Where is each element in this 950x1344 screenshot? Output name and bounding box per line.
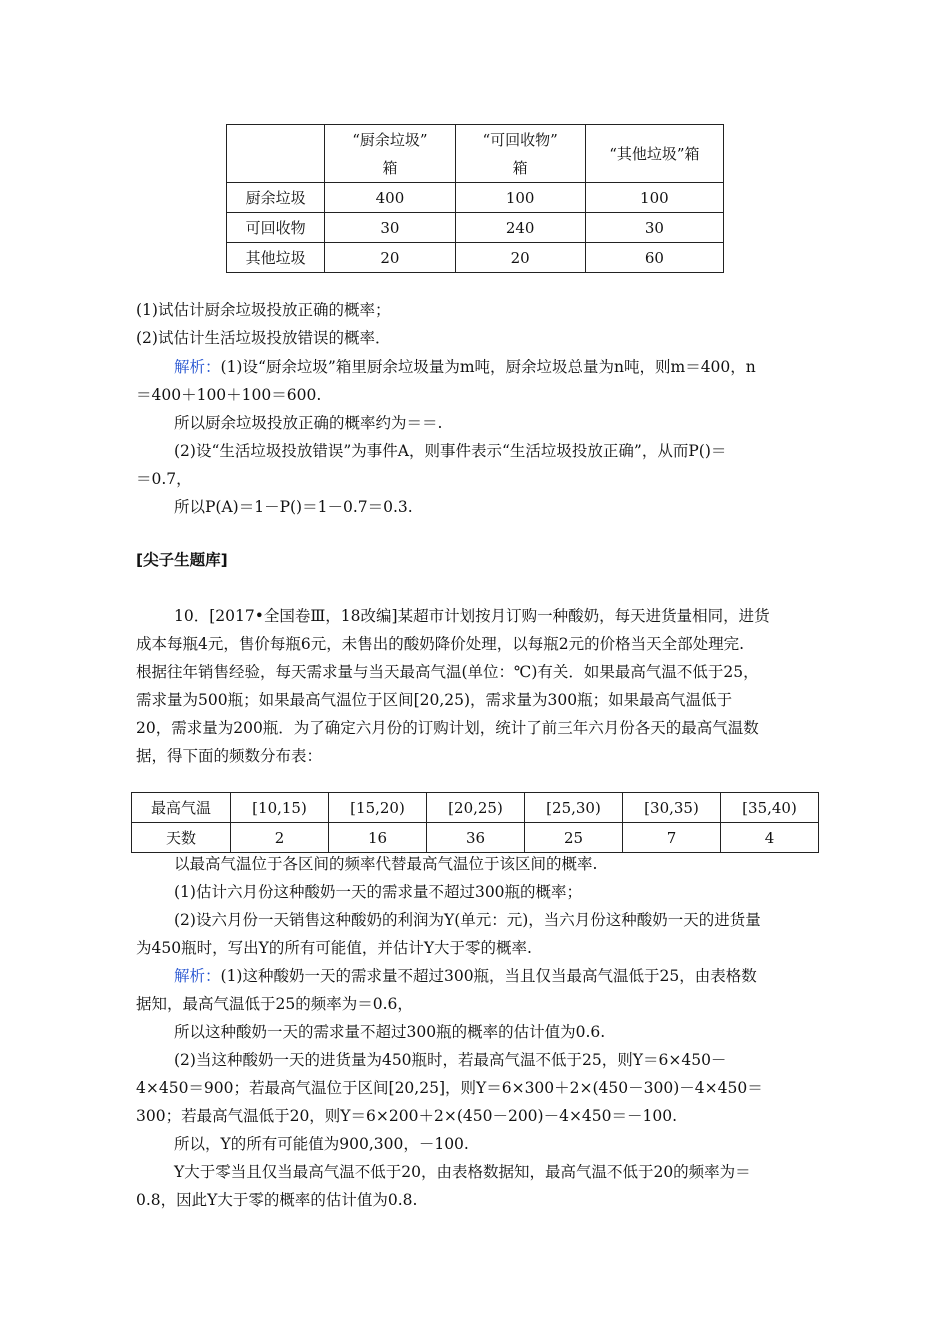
table-cell: 20 xyxy=(325,243,455,273)
solution-2-line: 据知，最高气温低于25的频率为＝0.6， xyxy=(136,995,413,1013)
table-row xyxy=(227,243,724,273)
table1-header-other: “其他垃圾”箱 xyxy=(585,125,723,183)
table-cell: 240 xyxy=(455,213,585,243)
table-cell: 25 xyxy=(525,823,623,853)
table-cell: 其他垃圾 xyxy=(227,243,325,273)
waste-sorting-table xyxy=(226,124,724,273)
problem-10-line: 以最高气温位于各区间的频率代替最高气温位于该区间的概率. xyxy=(174,855,598,873)
table-cell: [15,20) xyxy=(329,793,427,823)
solution-1-line: 所以厨余垃圾投放正确的概率约为＝＝. xyxy=(174,414,443,432)
solution-1-line: ＝0.7， xyxy=(136,470,192,488)
solution-1-line: (2)设“生活垃圾投放错误”为事件A，则事件表示“生活垃圾投放正确”，从而P()＝ xyxy=(174,442,727,460)
table-cell: 厨余垃圾 xyxy=(227,183,325,213)
problem-10-line: (2)设六月份一天销售这种酸奶的利润为Y(单元：元)，当六月份这种酸奶一天的进货量 xyxy=(174,911,761,929)
table-cell: 400 xyxy=(325,183,455,213)
table-cell: 最高气温 xyxy=(132,793,231,823)
solution-2-line: 所以这种酸奶一天的需求量不超过300瓶的概率的估计值为0.6. xyxy=(174,1023,606,1041)
table-row xyxy=(132,793,819,823)
table-cell: 可回收物 xyxy=(227,213,325,243)
table-cell: [20,25) xyxy=(427,793,525,823)
problem-10-line: 20，需求量为200瓶．为了确定六月份的订购计划，统计了前三年六月份各天的最高气温数 xyxy=(136,719,759,737)
table-cell: 16 xyxy=(329,823,427,853)
solution-label: 解析： xyxy=(174,358,221,376)
table-row xyxy=(227,213,724,243)
table-cell: [30,35) xyxy=(623,793,721,823)
table-cell: [10,15) xyxy=(231,793,329,823)
table-cell: 30 xyxy=(325,213,455,243)
table-cell: 7 xyxy=(623,823,721,853)
solution-2-line: Y大于零当且仅当最高气温不低于20，由表格数据知，最高气温不低于20的频率为＝ xyxy=(174,1163,751,1181)
problem-10-line: 成本每瓶4元，售价每瓶6元，未售出的酸奶降价处理，以每瓶2元的价格当天全部处理完. xyxy=(136,635,745,653)
problem-10-line: 10．[2017•全国卷Ⅲ，18改编]某超市计划按月订购一种酸奶，每天进货量相同，进货 xyxy=(174,607,770,625)
table-cell: 天数 xyxy=(132,823,231,853)
table-cell: 30 xyxy=(585,213,723,243)
table-cell: [25,30) xyxy=(525,793,623,823)
solution-2-line: 0.8，因此Y大于零的概率的估计值为0.8. xyxy=(136,1191,418,1209)
solution-1-line: 解析：(1)设“厨余垃圾”箱里厨余垃圾量为m吨，厨余垃圾总量为n吨，则m＝400，n xyxy=(174,358,756,376)
problem-10-line: 为450瓶时，写出Y的所有可能值，并估计Y大于零的概率. xyxy=(136,939,532,957)
solution-1-line: 所以P(A)＝1－P()＝1－0.7＝0.3. xyxy=(174,498,413,516)
question-2: (2)试估计生活垃圾投放错误的概率． xyxy=(136,329,391,347)
solution-2-line: 4×450＝900；若最高气温位于区间[20,25]，则Y＝6×300＋2×(450－300)－4×450＝ xyxy=(136,1079,763,1097)
solution-2-line: 所以，Y的所有可能值为900,300，－100. xyxy=(174,1135,469,1153)
question-1: (1)试估计厨余垃圾投放正确的概率； xyxy=(136,301,391,319)
table-cell: 100 xyxy=(585,183,723,213)
temperature-frequency-table xyxy=(131,792,819,853)
solution-2-line: (2)当这种酸奶一天的进货量为450瓶时，若最高气温不低于25，则Y＝6×450－ xyxy=(174,1051,727,1069)
table-cell: [35,40) xyxy=(721,793,819,823)
solution-1-line: ＝400＋100＋100＝600. xyxy=(136,386,322,404)
solution-2-line: 解析：(1)这种酸奶一天的需求量不超过300瓶，当且仅当最高气温低于25，由表格数 xyxy=(174,967,757,985)
table-cell: 36 xyxy=(427,823,525,853)
table-row xyxy=(132,823,819,853)
table-cell: 60 xyxy=(585,243,723,273)
problem-10-line: 据，得下面的频数分布表： xyxy=(136,747,323,765)
section-title: [尖子生题库] xyxy=(136,551,228,569)
table1-corner-cell xyxy=(227,125,325,183)
problem-10-line: 根据往年销售经验，每天需求量与当天最高气温(单位：℃)有关．如果最高气温不低于25， xyxy=(136,663,759,681)
problem-10-line: 需求量为500瓶；如果最高气温位于区间[20,25)，需求量为300瓶；如果最高气温低于 xyxy=(136,691,733,709)
table-row xyxy=(227,183,724,213)
table1-header-recyclable: “可回收物” 箱 xyxy=(455,125,585,183)
solution-2-line: 300；若最高气温低于20，则Y＝6×200＋2×(450－200)－4×450＝－100. xyxy=(136,1107,678,1125)
solution-label: 解析： xyxy=(174,967,221,985)
problem-10-line: (1)估计六月份这种酸奶一天的需求量不超过300瓶的概率； xyxy=(174,883,583,901)
table-cell: 4 xyxy=(721,823,819,853)
table-cell: 100 xyxy=(455,183,585,213)
table1-header-kitchen: “厨余垃圾” 箱 xyxy=(325,125,455,183)
table-cell: 20 xyxy=(455,243,585,273)
table-cell: 2 xyxy=(231,823,329,853)
